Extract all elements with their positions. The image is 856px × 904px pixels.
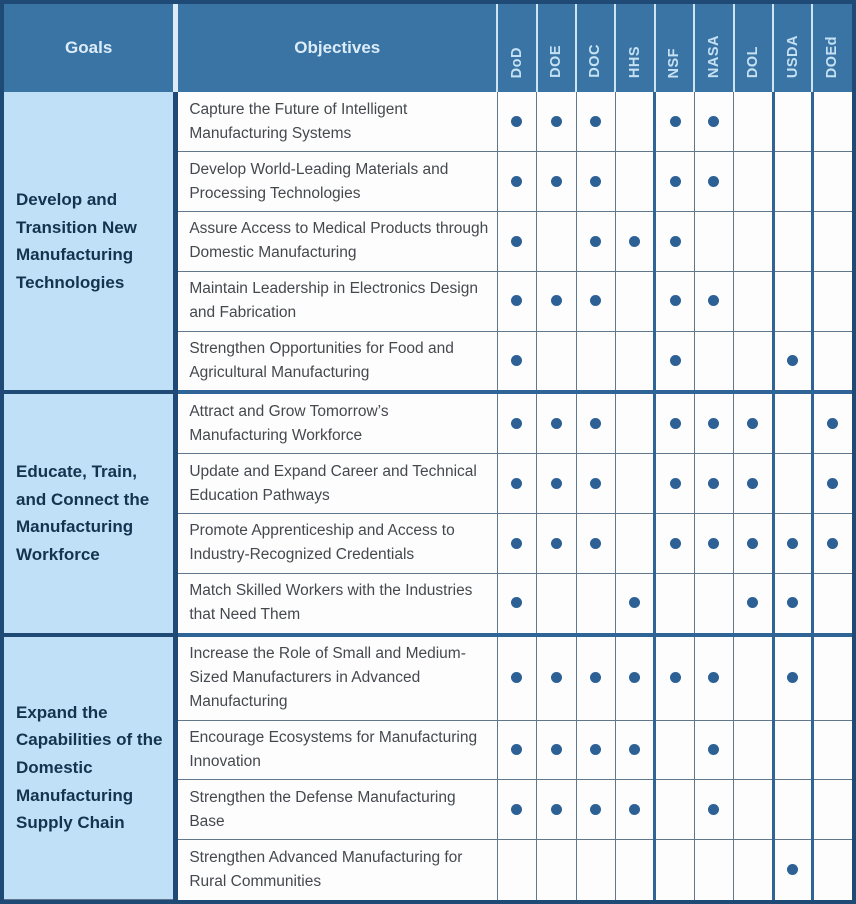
agency-mark-cell (576, 635, 615, 721)
agency-dot (511, 538, 522, 549)
objective-row (4, 92, 852, 152)
agency-dot (590, 236, 601, 247)
agency-dot (551, 295, 562, 306)
agency-mark-cell (655, 454, 694, 514)
agency-label: HHS (626, 45, 643, 78)
agency-mark-cell (773, 92, 812, 152)
agency-mark-cell (734, 212, 773, 272)
agency-dot (708, 116, 719, 127)
agency-dot (787, 864, 798, 875)
agency-mark-cell (615, 212, 654, 272)
agency-mark-cell (694, 331, 733, 392)
agency-dot (511, 176, 522, 187)
agency-dot (629, 236, 640, 247)
agency-mark-cell (497, 635, 536, 721)
objective-row (4, 635, 852, 721)
agency-column-header (615, 4, 654, 92)
agency-dot (551, 744, 562, 755)
agency-dot (787, 672, 798, 683)
agency-mark-cell (497, 331, 536, 392)
objective-cell: Promote Apprenticeship and Access to Industry-Recognized Credentials (176, 513, 497, 573)
agency-mark-cell (734, 392, 773, 453)
agency-dot (551, 672, 562, 683)
agency-dot (590, 478, 601, 489)
agency-mark-cell (812, 271, 852, 331)
agency-dot (590, 116, 601, 127)
agency-mark-cell (734, 454, 773, 514)
agency-mark-cell (734, 635, 773, 721)
agency-mark-cell (576, 331, 615, 392)
agency-dot (708, 176, 719, 187)
agency-mark-cell (773, 152, 812, 212)
agency-mark-cell (497, 152, 536, 212)
agency-mark-cell (655, 635, 694, 721)
agency-dot (747, 597, 758, 608)
objective-cell: Capture the Future of Intelligent Manufacturing Systems (176, 92, 497, 152)
agency-mark-cell (537, 635, 576, 721)
agency-dot (708, 418, 719, 429)
agency-column-header (812, 4, 852, 92)
agency-dot (511, 355, 522, 366)
agency-dot (708, 744, 719, 755)
agency-mark-cell (734, 152, 773, 212)
agency-column-header (734, 4, 773, 92)
objective-cell: Attract and Grow Tomorrow’s Manufacturing Workforce (176, 392, 497, 453)
agency-dot (511, 672, 522, 683)
agency-mark-cell (497, 392, 536, 453)
agency-mark-cell (497, 92, 536, 152)
goals-column-header: Goals (4, 4, 176, 92)
agency-dot (708, 804, 719, 815)
agency-mark-cell (773, 331, 812, 392)
agency-column-header (576, 4, 615, 92)
agency-dot (708, 672, 719, 683)
agency-mark-cell (615, 392, 654, 453)
agency-dot (511, 478, 522, 489)
agency-mark-cell (812, 331, 852, 392)
objective-cell: Develop World-Leading Materials and Processing Technologies (176, 152, 497, 212)
agency-mark-cell (655, 331, 694, 392)
agency-mark-cell (734, 720, 773, 780)
agency-dot (787, 538, 798, 549)
agency-label: USDA (784, 34, 801, 78)
agency-dot (629, 744, 640, 755)
agency-mark-cell (537, 271, 576, 331)
agency-mark-cell (734, 92, 773, 152)
agency-mark-cell (655, 271, 694, 331)
objective-cell: Increase the Role of Small and Medium-Sized Manufacturers in Advanced Manufacturing (176, 635, 497, 721)
agency-mark-cell (734, 271, 773, 331)
agency-mark-cell (537, 840, 576, 900)
agency-dot (670, 672, 681, 683)
agency-column-header (694, 4, 733, 92)
agency-dot (511, 236, 522, 247)
agency-mark-cell (497, 454, 536, 514)
agency-mark-cell (694, 840, 733, 900)
agency-dot (708, 295, 719, 306)
agency-dot (787, 597, 798, 608)
agency-mark-cell (812, 720, 852, 780)
agency-mark-cell (537, 454, 576, 514)
agency-mark-cell (576, 840, 615, 900)
agency-mark-cell (812, 513, 852, 573)
agency-dot (551, 116, 562, 127)
agency-mark-cell (694, 152, 733, 212)
agency-dot (511, 418, 522, 429)
agency-mark-cell (655, 152, 694, 212)
agency-dot (511, 597, 522, 608)
agency-mark-cell (773, 573, 812, 634)
agency-mark-cell (655, 780, 694, 840)
agency-mark-cell (812, 573, 852, 634)
agency-mark-cell (615, 454, 654, 514)
agency-mark-cell (576, 212, 615, 272)
agency-mark-cell (694, 271, 733, 331)
agency-dot (670, 116, 681, 127)
agency-dot (747, 478, 758, 489)
agency-mark-cell (773, 392, 812, 453)
agency-mark-cell (576, 152, 615, 212)
agency-label: DOEd (824, 35, 841, 78)
agency-dot (629, 597, 640, 608)
agency-mark-cell (694, 720, 733, 780)
agency-label: NSF (666, 47, 683, 78)
agency-dot (629, 804, 640, 815)
agency-column-header (537, 4, 576, 92)
agency-dot (551, 176, 562, 187)
agency-mark-cell (615, 780, 654, 840)
agency-mark-cell (773, 513, 812, 573)
objective-cell: Strengthen the Defense Manufacturing Base (176, 780, 497, 840)
agency-mark-cell (576, 720, 615, 780)
objective-cell: Update and Expand Career and Technical Education Pathways (176, 454, 497, 514)
agency-dot (670, 295, 681, 306)
agency-mark-cell (537, 92, 576, 152)
agency-mark-cell (576, 92, 615, 152)
agency-dot (827, 478, 838, 489)
agency-mark-cell (655, 92, 694, 152)
agency-mark-cell (497, 840, 536, 900)
agency-column-header (773, 4, 812, 92)
agency-mark-cell (694, 573, 733, 634)
agency-mark-cell (694, 513, 733, 573)
objectives-column-header: Objectives (176, 4, 497, 92)
agency-mark-cell (655, 212, 694, 272)
agency-mark-cell (734, 573, 773, 634)
agency-mark-cell (615, 331, 654, 392)
agency-mark-cell (615, 271, 654, 331)
agency-label: NASA (705, 34, 722, 78)
objective-cell: Assure Access to Medical Products through Domestic Manufacturing (176, 212, 497, 272)
agency-mark-cell (497, 212, 536, 272)
agency-mark-cell (615, 152, 654, 212)
objective-cell: Strengthen Opportunities for Food and Agricultural Manufacturing (176, 331, 497, 392)
agency-mark-cell (615, 635, 654, 721)
agency-mark-cell (615, 513, 654, 573)
agency-mark-cell (497, 573, 536, 634)
agency-dot (511, 744, 522, 755)
agency-mark-cell (694, 780, 733, 840)
agency-mark-cell (812, 212, 852, 272)
objective-cell: Strengthen Advanced Manufacturing for Rural Communities (176, 840, 497, 900)
agency-mark-cell (773, 635, 812, 721)
agency-dot (670, 478, 681, 489)
agency-mark-cell (497, 271, 536, 331)
agency-mark-cell (576, 573, 615, 634)
goal-cell: Expand the Capabilities of the Domestic Manufacturing Supply Chain (4, 635, 176, 900)
agency-label: DOL (745, 45, 762, 78)
agency-dot (551, 538, 562, 549)
matrix-table (4, 4, 852, 900)
agency-dot (708, 478, 719, 489)
agency-mark-cell (537, 331, 576, 392)
agency-mark-cell (576, 513, 615, 573)
agency-dot (747, 418, 758, 429)
agency-mark-cell (734, 331, 773, 392)
agency-label: DOE (548, 45, 565, 78)
agency-mark-cell (812, 392, 852, 453)
agency-mark-cell (773, 212, 812, 272)
agency-mark-cell (694, 212, 733, 272)
agency-dot (670, 538, 681, 549)
goal-cell: Develop and Transition New Manufacturing Technologies (4, 92, 176, 392)
agency-dot (551, 418, 562, 429)
agency-dot (827, 418, 838, 429)
agency-dot (590, 295, 601, 306)
agency-dot (629, 672, 640, 683)
header-row (4, 4, 852, 92)
agency-mark-cell (497, 513, 536, 573)
agency-dot (551, 804, 562, 815)
agency-mark-cell (734, 780, 773, 840)
agency-mark-cell (615, 573, 654, 634)
agency-mark-cell (812, 152, 852, 212)
agency-mark-cell (694, 392, 733, 453)
agency-dot (551, 478, 562, 489)
agency-mark-cell (773, 454, 812, 514)
agency-mark-cell (773, 720, 812, 780)
agency-mark-cell (773, 840, 812, 900)
agency-dot (670, 355, 681, 366)
agency-dot (590, 538, 601, 549)
agency-mark-cell (615, 92, 654, 152)
agency-dot (787, 355, 798, 366)
agency-column-header (655, 4, 694, 92)
agency-mark-cell (537, 720, 576, 780)
agency-mark-cell (655, 513, 694, 573)
agency-mark-cell (734, 513, 773, 573)
agency-mark-cell (615, 720, 654, 780)
agency-mark-cell (615, 840, 654, 900)
agency-dot (827, 538, 838, 549)
objective-cell: Match Skilled Workers with the Industries that Need Them (176, 573, 497, 634)
agency-mark-cell (812, 840, 852, 900)
agency-dot (590, 804, 601, 815)
agency-mark-cell (734, 840, 773, 900)
agency-dot (708, 538, 719, 549)
agency-dot (590, 176, 601, 187)
agency-mark-cell (655, 573, 694, 634)
agency-mark-cell (694, 92, 733, 152)
agency-column-header (497, 4, 536, 92)
agency-dot (511, 295, 522, 306)
agency-mark-cell (773, 271, 812, 331)
agency-dot (670, 236, 681, 247)
agency-mark-cell (537, 513, 576, 573)
agency-mark-cell (497, 720, 536, 780)
objective-cell: Encourage Ecosystems for Manufacturing Innovation (176, 720, 497, 780)
agency-mark-cell (537, 573, 576, 634)
goal-cell: Educate, Train, and Connect the Manufacturing Workforce (4, 392, 176, 634)
agency-dot (590, 672, 601, 683)
agency-mark-cell (812, 454, 852, 514)
agency-dot (590, 418, 601, 429)
agency-dot (747, 538, 758, 549)
agency-mark-cell (694, 454, 733, 514)
agency-mark-cell (576, 271, 615, 331)
agency-mark-cell (576, 780, 615, 840)
objective-row (4, 392, 852, 453)
agency-mark-cell (773, 780, 812, 840)
agency-dot (670, 418, 681, 429)
agency-dot (590, 744, 601, 755)
agency-label: DoD (508, 46, 525, 78)
agency-mark-cell (655, 392, 694, 453)
agency-mark-cell (537, 392, 576, 453)
agency-mark-cell (694, 635, 733, 721)
agency-label: DOC (587, 44, 604, 78)
agency-mark-cell (576, 454, 615, 514)
agency-mark-cell (812, 92, 852, 152)
matrix-body (4, 92, 852, 900)
objective-cell: Maintain Leadership in Electronics Design and Fabrication (176, 271, 497, 331)
agency-mark-cell (655, 840, 694, 900)
agency-dot (670, 176, 681, 187)
agency-mark-cell (537, 152, 576, 212)
agency-mark-cell (497, 780, 536, 840)
agency-mark-cell (576, 392, 615, 453)
agency-mark-cell (537, 212, 576, 272)
agency-mark-cell (655, 720, 694, 780)
agency-dot (511, 804, 522, 815)
agency-mark-cell (812, 780, 852, 840)
agency-mark-cell (812, 635, 852, 721)
agency-dot (511, 116, 522, 127)
agency-mark-cell (537, 780, 576, 840)
